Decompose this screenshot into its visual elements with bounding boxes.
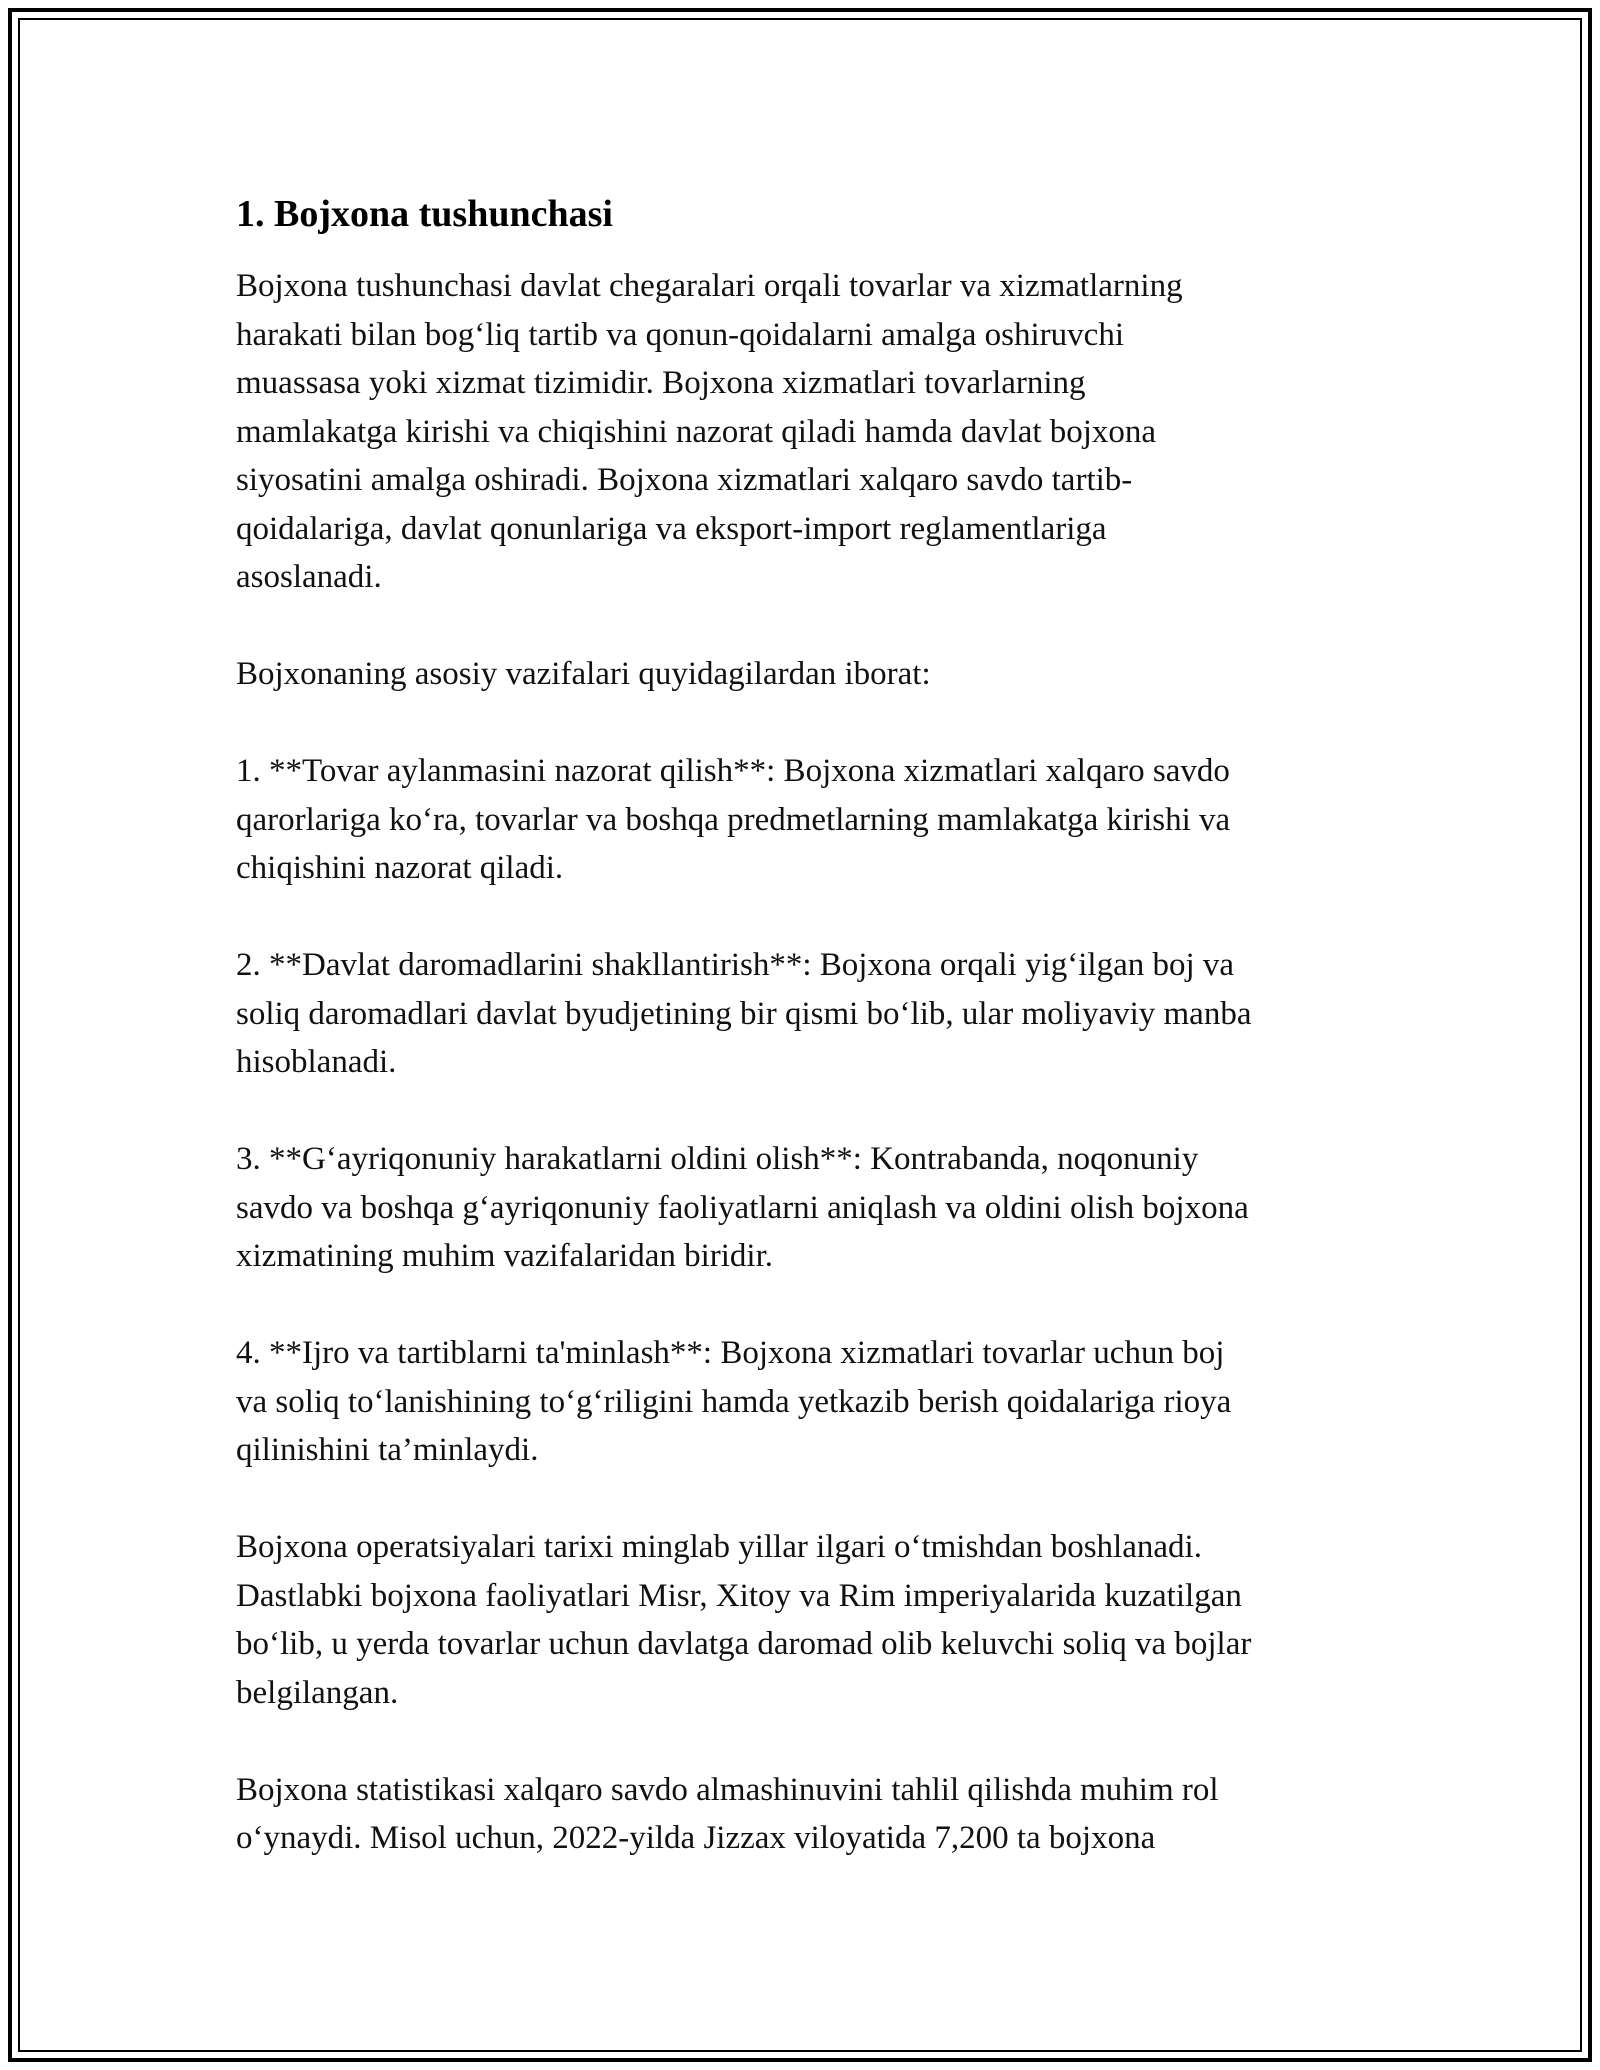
document-content <box>236 186 1376 1863</box>
body-text: Bojxona tushunchasi davlat chegaralari orqali tovarlar va xizmatlarning harakati bilan bog‘liq tartib va qonun-qoidalarni amalga oshiruvchi muassasa yoki xizmat tizimidir. Bojxona xizmatlari tovarlarning mamlakatga kirishi va chiqishini nazorat qiladi hamda davlat bojxona siyosatini amalga oshiradi. Bojxona xizmatlari xalqaro savdo tartib- qoidalariga, davlat qonunlariga va eksport-import reglamentlariga asoslanadi. Bojxonaning asosiy vazifalari quyidagilardan iborat: 1. **Tovar aylanmasini nazorat qilish**: Bojxona xizmatlari xalqaro savdo qarorlariga ko‘ra, tovarlar va boshqa predmetlarning mamlakatga kirishi va chiqishini nazorat qiladi. 2. **Davlat daromadlarini shakllantirish**: Bojxona orqali yig‘ilgan boj va soliq daromadlari davlat byudjetining bir qismi bo‘lib, ular moliyaviy manba hisoblanadi. 3. **G‘ayriqonuniy harakatlarni oldini olish**: Kontrabanda, noqonuniy savdo va boshqa g‘ayriqonuniy faoliyatlarni aniqlash va oldini olish bojxona xizmatining muhim vazifalaridan biridir. 4. **Ijro va tartiblarni ta'minlash**: Bojxona xizmatlari tovarlar uchun boj va soliq to‘lanishining to‘g‘riligini hamda yetkazib berish qoidalariga rioya qilinishini ta’minlaydi. Bojxona operatsiyalari tarixi minglab yillar ilgari o‘tmishdan boshlanadi. Dastlabki bojxona faoliyatlari Misr, Xitoy va Rim imperiyalarida kuzatilgan bo‘lib, u yerda tovarlar uchun davlatga daromad olib keluvchi soliq va bojlar belgilangan. Bojxona statistikasi xalqaro savdo almashinuvini tahlil qilishda muhim rol o‘ynaydi. Misol uchun, 2022-yilda Jizzax viloyatida 7,200 ta bojxona <box>236 268 1252 1856</box>
section-heading: 1. Bojxona tushunchasi <box>236 193 613 235</box>
